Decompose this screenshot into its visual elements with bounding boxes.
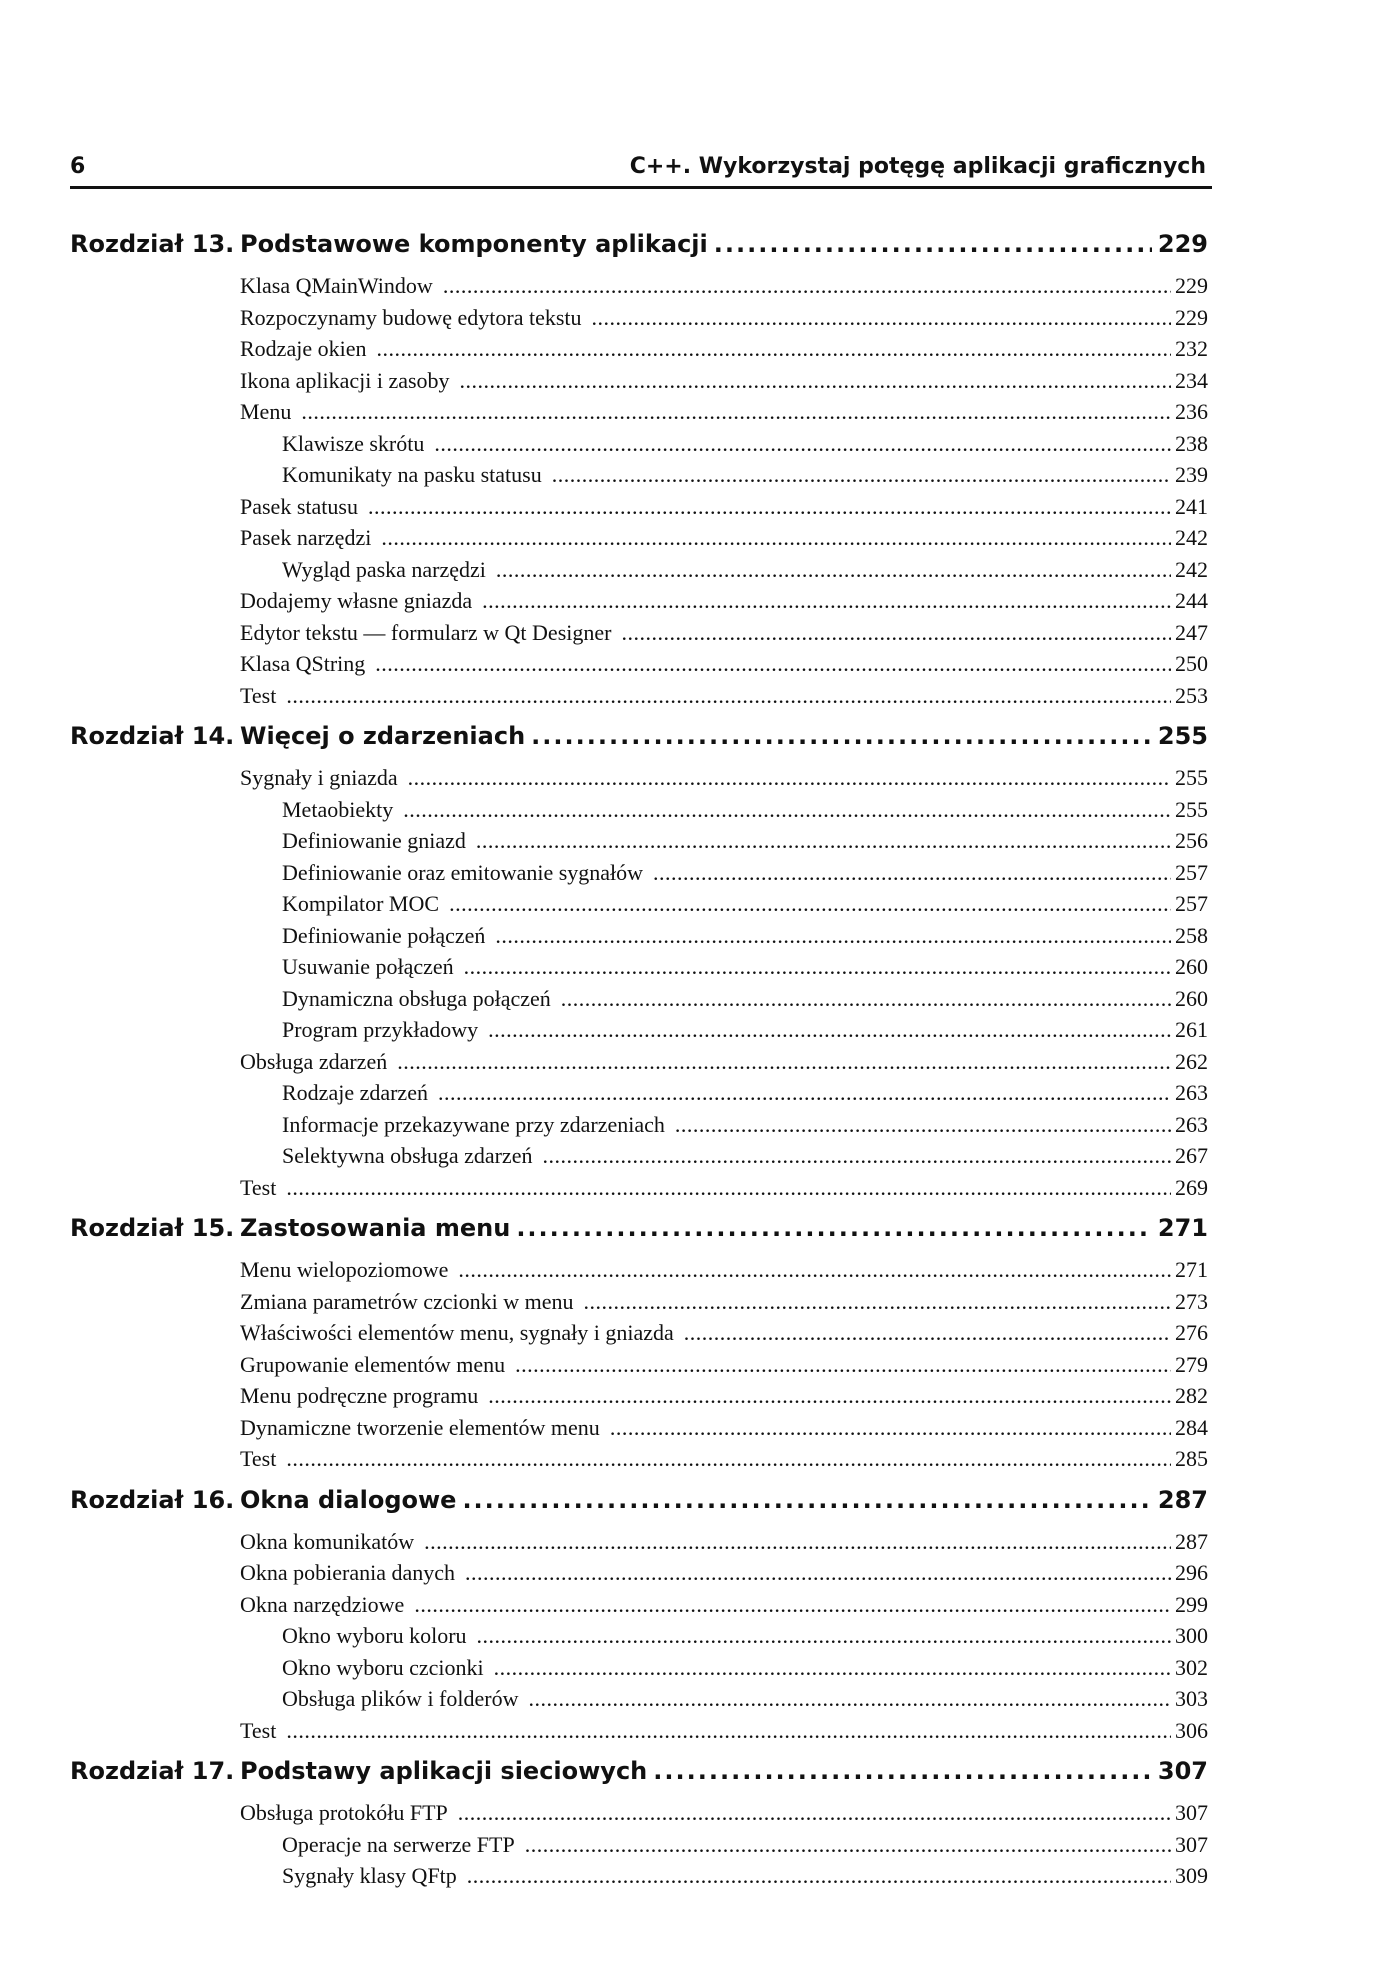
- chapter-label: Rozdział 16.: [70, 1485, 235, 1514]
- entry-page-number: 229: [1175, 273, 1208, 298]
- dot-leader: [531, 722, 1152, 750]
- entry-title: Menu: [240, 399, 292, 424]
- toc-subsection-entry[interactable]: [70, 797, 1208, 829]
- toc-section-entry[interactable]: [70, 305, 1208, 337]
- entry-title: Ikona aplikacji i zasoby: [240, 367, 450, 393]
- entry-page-number: 236: [1175, 399, 1208, 424]
- toc-subsection-entry[interactable]: [70, 1017, 1208, 1049]
- chapter-page-number: 271: [1157, 1214, 1208, 1242]
- dot-leader: [458, 1257, 1171, 1283]
- entry-page-number: 267: [1175, 1143, 1208, 1168]
- dot-leader: [653, 860, 1171, 886]
- entry-title: Obsługa zdarzeń: [240, 1048, 388, 1074]
- chapter-label: Rozdział 13.: [70, 230, 235, 258]
- dot-leader: [584, 1289, 1171, 1315]
- entry-page-number: 257: [1175, 859, 1208, 885]
- entry-title: Sygnały i gniazda: [240, 765, 398, 790]
- entry-title: Dynamiczna obsługa połączeń: [282, 985, 551, 1011]
- chapter-page-number: 307: [1157, 1757, 1208, 1785]
- entry-page-number: 303: [1175, 1686, 1208, 1711]
- toc-section-entry[interactable]: [70, 1289, 1208, 1321]
- entry-page-number: 284: [1175, 1414, 1208, 1440]
- dot-leader: [653, 1757, 1152, 1785]
- dot-leader: [621, 620, 1171, 646]
- toc-chapter: [70, 722, 1208, 1206]
- entry-page-number: 282: [1175, 1383, 1208, 1408]
- entry-page-number: 241: [1175, 493, 1208, 519]
- dot-leader: [488, 1017, 1171, 1043]
- dot-leader: [465, 1560, 1171, 1586]
- entry-title: Rozpoczynamy budowę edytora tekstu: [240, 304, 582, 330]
- entry-title: Klasa QString: [240, 651, 366, 676]
- entry-page-number: 263: [1175, 1111, 1208, 1137]
- toc-section-entry[interactable]: [70, 1415, 1208, 1447]
- toc-section-entry[interactable]: [70, 588, 1208, 620]
- entry-title: Okna komunikatów: [240, 1528, 415, 1554]
- dot-leader: [460, 368, 1171, 394]
- toc-chapter: [70, 1214, 1208, 1478]
- entry-page-number: 262: [1175, 1048, 1208, 1074]
- dot-leader: [542, 1143, 1171, 1169]
- dot-leader: [610, 1415, 1171, 1441]
- toc-section-entry[interactable]: [70, 1320, 1208, 1352]
- entry-title: Okno wyboru koloru: [282, 1623, 467, 1648]
- dot-leader: [408, 765, 1171, 791]
- entry-page-number: 255: [1175, 765, 1208, 790]
- dot-leader: [515, 1352, 1171, 1378]
- entry-title: Definiowanie oraz emitowanie sygnałów: [282, 859, 644, 885]
- entry-title: Obsługa plików i folderów: [282, 1686, 519, 1711]
- entry-page-number: 299: [1175, 1591, 1208, 1617]
- entry-page-number: 253: [1175, 682, 1208, 708]
- toc-subsection-entry[interactable]: [70, 1623, 1208, 1655]
- entry-title: Metaobiekty: [282, 796, 394, 822]
- entry-title: Informacje przekazywane przy zdarzeniach: [282, 1111, 665, 1137]
- entry-title: Usuwanie połączeń: [282, 954, 454, 979]
- entry-page-number: 273: [1175, 1288, 1208, 1314]
- chapter-title: Okna dialogowe: [240, 1485, 457, 1514]
- toc-subsection-entry[interactable]: [70, 986, 1208, 1018]
- entry-page-number: 285: [1175, 1446, 1208, 1471]
- entry-title: Klasa QMainWindow: [240, 273, 433, 298]
- entry-page-number: 250: [1175, 651, 1208, 676]
- dot-leader: [714, 230, 1152, 258]
- toc-section-entry[interactable]: [70, 494, 1208, 526]
- dot-leader: [592, 305, 1171, 331]
- dot-leader: [495, 923, 1171, 949]
- entry-page-number: 260: [1175, 985, 1208, 1011]
- dot-leader: [675, 1112, 1171, 1138]
- toc-section-entry[interactable]: [70, 1560, 1208, 1592]
- toc-section-entry[interactable]: [70, 1592, 1208, 1624]
- book-title: C++. Wykorzystaj potęgę aplikacji graficznych: [629, 154, 1206, 179]
- entry-title: Definiowanie gniazd: [282, 828, 466, 853]
- entry-page-number: 296: [1175, 1560, 1208, 1585]
- toc-section-entry[interactable]: [70, 525, 1208, 557]
- dot-leader: [552, 462, 1171, 488]
- entry-title: Test: [240, 1174, 277, 1200]
- toc-section-entry[interactable]: [70, 1383, 1208, 1415]
- toc-section-entry[interactable]: [70, 1049, 1208, 1081]
- toc-subsection-entry[interactable]: [70, 1655, 1208, 1687]
- toc-subsection-entry[interactable]: [70, 1080, 1208, 1112]
- dot-leader: [528, 1686, 1171, 1712]
- entry-title: Grupowanie elementów menu: [240, 1351, 506, 1377]
- entry-title: Rodzaje okien: [240, 336, 367, 361]
- entry-page-number: 229: [1175, 304, 1208, 330]
- entry-page-number: 263: [1175, 1080, 1208, 1105]
- entry-title: Klawisze skrótu: [282, 430, 425, 456]
- dot-leader: [496, 557, 1171, 583]
- entry-page-number: 287: [1175, 1528, 1208, 1554]
- entry-page-number: 247: [1175, 619, 1208, 645]
- dot-leader: [467, 1863, 1171, 1889]
- chapter-title: Podstawowe komponenty aplikacji: [240, 230, 708, 258]
- entry-page-number: 279: [1175, 1351, 1208, 1377]
- dot-leader: [482, 588, 1171, 614]
- toc-section-entry[interactable]: [70, 399, 1208, 431]
- toc-section-entry[interactable]: [70, 1352, 1208, 1384]
- dot-leader: [488, 1383, 1171, 1409]
- entry-page-number: 261: [1175, 1017, 1208, 1042]
- toc-subsection-entry[interactable]: [70, 1112, 1208, 1144]
- toc-section-entry[interactable]: [70, 683, 1208, 715]
- toc-subsection-entry[interactable]: [70, 462, 1208, 494]
- chapter-label: Rozdział 17.: [70, 1757, 235, 1785]
- entry-page-number: 239: [1175, 462, 1208, 487]
- dot-leader: [477, 1623, 1171, 1649]
- toc-section-entry[interactable]: [70, 1175, 1208, 1207]
- dot-leader: [414, 1592, 1171, 1618]
- entry-title: Dodajemy własne gniazda: [240, 588, 473, 613]
- dot-leader: [462, 1486, 1151, 1514]
- toc-section-entry[interactable]: [70, 620, 1208, 652]
- entry-page-number: 306: [1175, 1717, 1208, 1743]
- entry-title: Menu podręczne programu: [240, 1383, 479, 1408]
- dot-leader: [368, 494, 1171, 520]
- entry-title: Okno wyboru czcionki: [282, 1654, 484, 1680]
- dot-leader: [424, 1529, 1171, 1555]
- entry-title: Pasek statusu: [240, 493, 358, 519]
- toc-section-entry[interactable]: [70, 273, 1208, 305]
- chapter-heading[interactable]: [70, 722, 1208, 765]
- chapter-label: Rozdział 15.: [70, 1214, 235, 1242]
- toc-subsection-entry[interactable]: [70, 828, 1208, 860]
- dot-leader: [476, 828, 1171, 854]
- entry-page-number: 257: [1175, 891, 1208, 916]
- dot-leader: [561, 986, 1171, 1012]
- entry-page-number: 256: [1175, 828, 1208, 853]
- dot-leader: [449, 891, 1171, 917]
- entry-title: Pasek narzędzi: [240, 525, 372, 550]
- toc-section-entry[interactable]: [70, 336, 1208, 368]
- entry-title: Selektywna obsługa zdarzeń: [282, 1143, 533, 1168]
- toc-subsection-entry[interactable]: [70, 557, 1208, 589]
- toc-chapter: [70, 1757, 1208, 1895]
- dot-leader: [525, 1832, 1171, 1858]
- entry-title: Test: [240, 1717, 277, 1743]
- entry-title: Zmiana parametrów czcionki w menu: [240, 1288, 574, 1314]
- entry-title: Rodzaje zdarzeń: [282, 1080, 428, 1105]
- chapter-heading[interactable]: [70, 1486, 1208, 1529]
- entry-title: Program przykładowy: [282, 1017, 479, 1042]
- chapter-heading[interactable]: [70, 1214, 1208, 1257]
- dot-leader: [443, 273, 1171, 299]
- dot-leader: [286, 1175, 1171, 1201]
- entry-title: Test: [240, 1446, 277, 1471]
- chapter-page-number: 229: [1157, 230, 1208, 258]
- dot-leader: [403, 797, 1171, 823]
- toc-section-entry[interactable]: [70, 1257, 1208, 1289]
- entry-page-number: 307: [1175, 1800, 1208, 1825]
- entry-page-number: 260: [1175, 954, 1208, 979]
- entry-page-number: 242: [1175, 525, 1208, 550]
- toc-chapter: [70, 1486, 1208, 1750]
- entry-title: Sygnały klasy QFtp: [282, 1863, 457, 1888]
- dot-leader: [286, 1446, 1171, 1472]
- dot-leader: [286, 683, 1171, 709]
- entry-page-number: 244: [1175, 588, 1208, 613]
- entry-page-number: 234: [1175, 367, 1208, 393]
- dot-leader: [458, 1800, 1171, 1826]
- toc-subsection-entry[interactable]: [70, 954, 1208, 986]
- entry-page-number: 269: [1175, 1174, 1208, 1200]
- entry-page-number: 271: [1175, 1257, 1208, 1282]
- entry-title: Okna narzędziowe: [240, 1591, 405, 1617]
- entry-page-number: 255: [1175, 796, 1208, 822]
- entry-title: Edytor tekstu — formularz w Qt Designer: [240, 619, 612, 645]
- dot-leader: [684, 1320, 1171, 1346]
- entry-page-number: 232: [1175, 336, 1208, 361]
- table-of-contents: [70, 230, 1208, 1903]
- dot-leader: [438, 1080, 1171, 1106]
- toc-chapter: [70, 230, 1208, 714]
- toc-subsection-entry[interactable]: [70, 1143, 1208, 1175]
- chapter-page-number: 287: [1157, 1485, 1208, 1514]
- toc-subsection-entry[interactable]: [70, 891, 1208, 923]
- chapter-heading[interactable]: [70, 1757, 1208, 1800]
- entry-page-number: 307: [1175, 1831, 1208, 1857]
- dot-leader: [397, 1049, 1171, 1075]
- entry-page-number: 238: [1175, 430, 1208, 456]
- entry-title: Właściwości elementów menu, sygnały i gniazda: [240, 1320, 674, 1345]
- toc-section-entry[interactable]: [70, 1529, 1208, 1561]
- dot-leader: [494, 1655, 1171, 1681]
- chapter-title: Więcej o zdarzeniach: [240, 722, 526, 750]
- entry-title: Definiowanie połączeń: [282, 922, 486, 948]
- toc-subsection-entry[interactable]: [70, 1686, 1208, 1718]
- chapter-title: Podstawy aplikacji sieciowych: [240, 1757, 648, 1785]
- entry-page-number: 276: [1175, 1320, 1208, 1345]
- toc-subsection-entry[interactable]: [70, 431, 1208, 463]
- chapter-page-number: 255: [1157, 722, 1208, 750]
- entry-title: Komunikaty na pasku statusu: [282, 462, 542, 487]
- dot-leader: [376, 336, 1171, 362]
- entry-title: Okna pobierania danych: [240, 1560, 456, 1585]
- dot-leader: [375, 651, 1171, 677]
- entry-title: Test: [240, 682, 277, 708]
- entry-page-number: 242: [1175, 556, 1208, 582]
- dot-leader: [381, 525, 1171, 551]
- entry-title: Obsługa protokółu FTP: [240, 1800, 448, 1825]
- running-header: [70, 146, 1212, 189]
- chapter-heading[interactable]: [70, 230, 1208, 273]
- toc-section-entry[interactable]: [70, 651, 1208, 683]
- toc-subsection-entry[interactable]: [70, 860, 1208, 892]
- dot-leader: [516, 1214, 1152, 1242]
- toc-subsection-entry[interactable]: [70, 1863, 1208, 1895]
- chapter-label: Rozdział 14.: [70, 722, 235, 750]
- dot-leader: [464, 954, 1171, 980]
- toc-subsection-entry[interactable]: [70, 1832, 1208, 1864]
- entry-title: Operacje na serwerze FTP: [282, 1831, 515, 1857]
- dot-leader: [301, 399, 1171, 425]
- entry-page-number: 309: [1175, 1863, 1208, 1888]
- entry-page-number: 302: [1175, 1654, 1208, 1680]
- entry-title: Kompilator MOC: [282, 891, 440, 916]
- page-number: 6: [70, 154, 86, 179]
- toc-section-entry[interactable]: [70, 765, 1208, 797]
- dot-leader: [286, 1718, 1171, 1744]
- toc-section-entry[interactable]: [70, 1446, 1208, 1478]
- dot-leader: [434, 431, 1171, 457]
- entry-page-number: 300: [1175, 1623, 1208, 1648]
- toc-subsection-entry[interactable]: [70, 923, 1208, 955]
- entry-title: Dynamiczne tworzenie elementów menu: [240, 1414, 600, 1440]
- toc-section-entry[interactable]: [70, 1800, 1208, 1832]
- entry-page-number: 258: [1175, 922, 1208, 948]
- entry-title: Wygląd paska narzędzi: [282, 556, 486, 582]
- toc-section-entry[interactable]: [70, 1718, 1208, 1750]
- chapter-title: Zastosowania menu: [240, 1214, 511, 1242]
- toc-section-entry[interactable]: [70, 368, 1208, 400]
- entry-title: Menu wielopoziomowe: [240, 1257, 449, 1282]
